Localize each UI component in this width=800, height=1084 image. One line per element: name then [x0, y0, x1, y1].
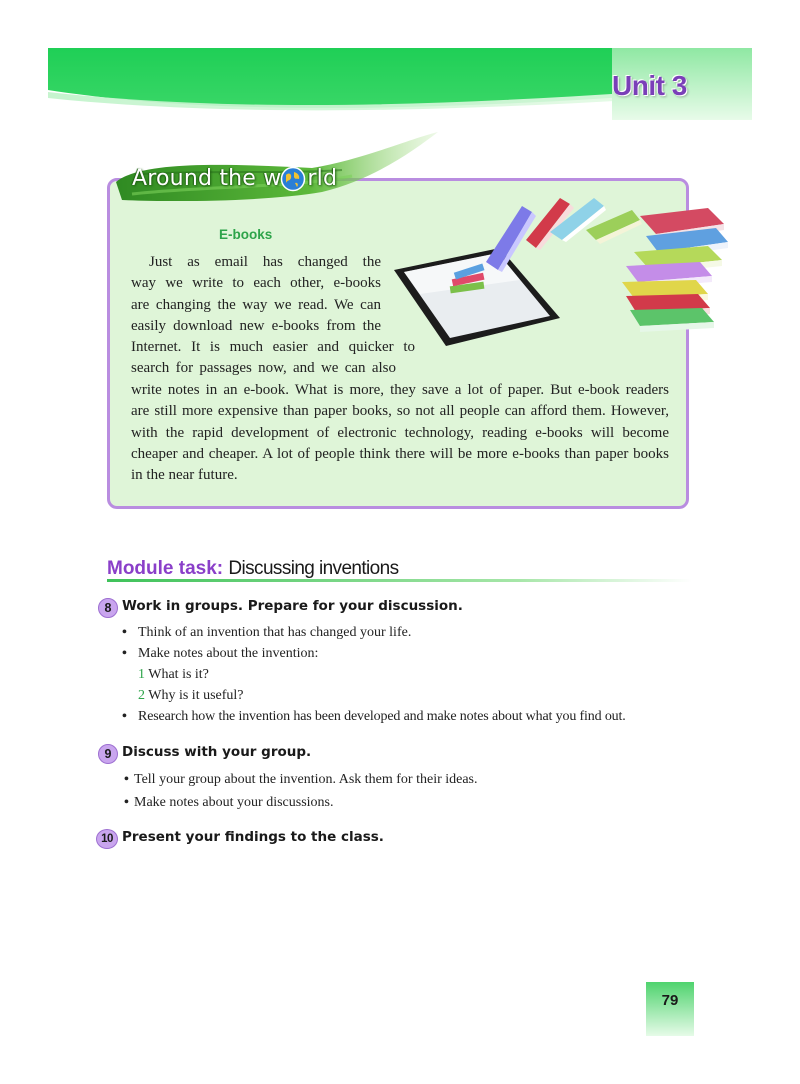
- task-bullet: [124, 795, 333, 811]
- module-task-name: Discussing inventions: [228, 558, 399, 579]
- unit-title: Unit 3: [612, 70, 687, 101]
- task-number-badge: 10: [96, 829, 118, 849]
- article-line: cheaper and cheaper. A lot of people think there will be more e-books than paper books: [131, 445, 669, 462]
- article-line: are still more expensive than paper books, so not all people can afford them. However,: [131, 403, 669, 420]
- article-line: are changing the way we read. We can: [131, 296, 381, 313]
- book-stack: [622, 208, 728, 332]
- article-line: way we write to each other, e-books: [131, 275, 381, 292]
- bullet-dot: •: [122, 709, 127, 724]
- globe-icon: [280, 166, 306, 192]
- page-number: 79: [661, 992, 679, 1009]
- article-line: Just as email has changed the: [149, 254, 381, 270]
- around-the-world-banner: [132, 166, 337, 191]
- task-title: Discuss with your group.: [122, 744, 312, 760]
- bullet-text: Tell your group about the invention. Ask them for their ideas.: [134, 772, 478, 787]
- article-paragraph-narrow: [131, 252, 415, 380]
- article-line: Internet. It is much easier and quicker to: [131, 339, 415, 356]
- sub-item-number: 1: [138, 667, 145, 682]
- module-task-heading: [107, 558, 399, 580]
- sub-item: [138, 688, 244, 704]
- sub-item-text: Why is it useful?: [148, 688, 244, 703]
- task-number-badge: 8: [98, 598, 118, 618]
- sub-item-text: What is it?: [148, 667, 209, 682]
- task-title: Present your findings to the class.: [122, 829, 384, 845]
- bullet-text: Make notes about the invention:: [138, 646, 319, 661]
- page-number-tab: [646, 982, 694, 1036]
- bullet-dot: •: [122, 646, 127, 661]
- module-task-label: Module task:: [107, 558, 224, 579]
- sub-item: [138, 667, 209, 683]
- article-line: write notes in an e-book. What is more, they save a lot of paper. But e-book readers: [131, 382, 669, 398]
- article-line: in the near future.: [131, 467, 238, 484]
- banner-suffix: rld: [307, 166, 338, 191]
- article-line: easily download new e-books from the: [131, 317, 381, 334]
- banner-prefix: Around the w: [132, 166, 282, 191]
- bullet-dot: •: [122, 625, 127, 640]
- task-title: Work in groups. Prepare for your discussion.: [122, 598, 463, 614]
- task-number-badge: 9: [98, 744, 118, 764]
- article-line: with the rapid development of electronic technology, reading e-books will become: [131, 424, 669, 441]
- article-title: E-books: [219, 227, 273, 242]
- article-line: search for passages now, and we can also: [131, 360, 396, 377]
- module-task-rule: [107, 579, 692, 582]
- bullet-text: Think of an invention that has changed your life.: [138, 625, 412, 640]
- bullet-dot: •: [124, 772, 129, 787]
- bullet-dot: •: [124, 795, 129, 810]
- task-bullet: [124, 772, 478, 788]
- article-paragraph-wide: [131, 380, 669, 486]
- sub-item-number: 2: [138, 688, 145, 703]
- ebooks-illustration: [390, 190, 735, 350]
- task-bullet: [122, 646, 318, 662]
- bullet-text: Research how the invention has been developed and make notes about what you find out.: [138, 709, 626, 724]
- task-bullet: [122, 709, 626, 725]
- task-bullet: [122, 625, 411, 641]
- tablet-icon: [394, 248, 560, 346]
- bullet-text: Make notes about your discussions.: [134, 795, 334, 810]
